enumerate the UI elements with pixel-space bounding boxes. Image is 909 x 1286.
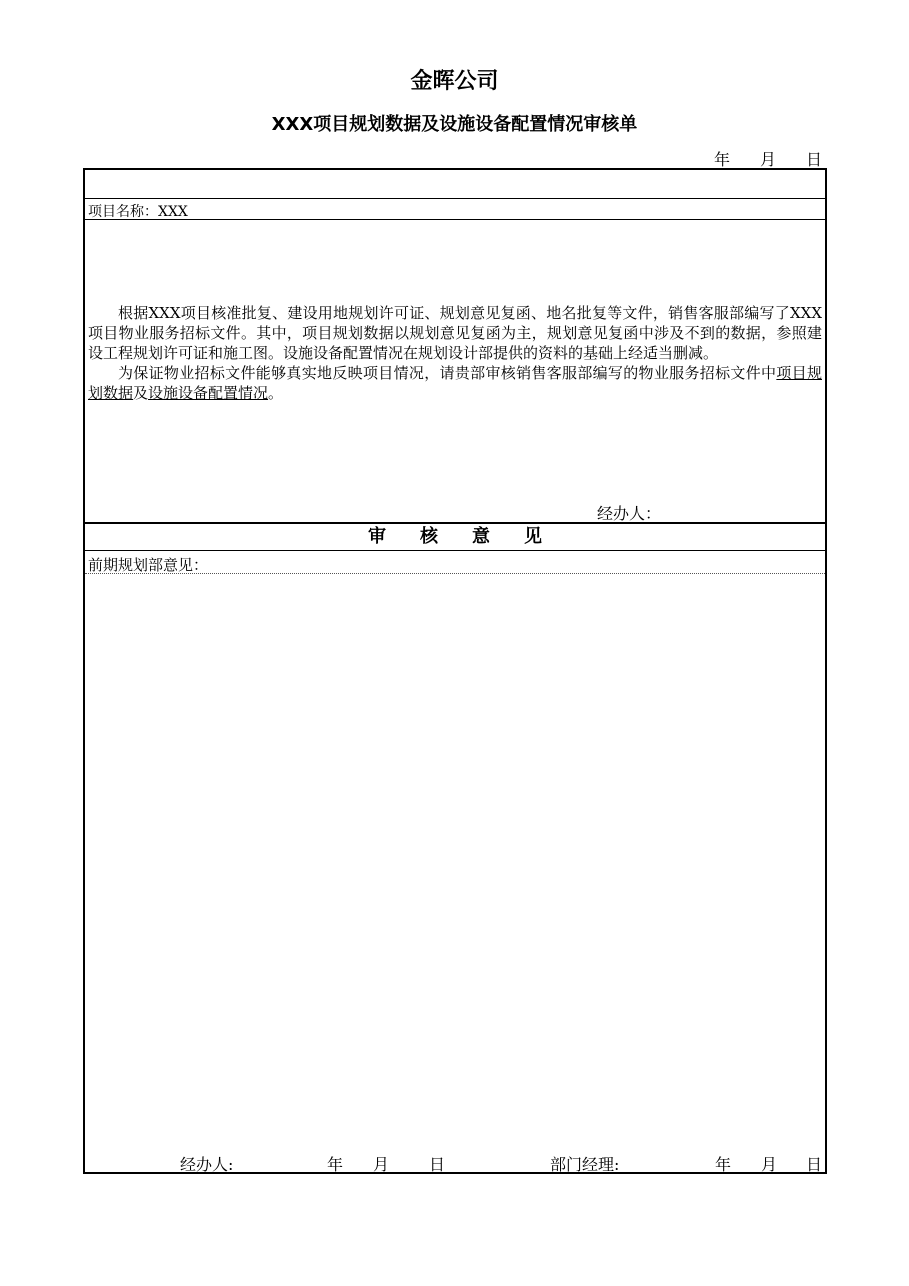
sig-month: 月 (373, 1155, 390, 1174)
description-paragraph-1: 根据XXX项目核准批复、建设用地规划许可证、规划意见复函、地名批复等文件，销售客服部编写了XXX项目物业服务招标文件。其中，项目规划数据以规划意见复函为主，规划意见复函中涉及不到的数据，参照建设工程规划许可证和施工图。设施设备配置情况在规划设计部提供的资料的基础上经适当删减。 (88, 304, 822, 362)
sig-month-2: 月 (761, 1155, 778, 1174)
divider (85, 550, 825, 551)
date-year: 年 (714, 150, 731, 169)
dotted-divider (85, 573, 825, 574)
sig-manager-label: 部门经理: (550, 1155, 620, 1174)
sig-year-2: 年 (715, 1155, 732, 1174)
date-day: 日 (806, 150, 823, 169)
company-name: 金晖公司 (410, 69, 499, 94)
review-opinion-header: 审核意见 (368, 526, 576, 547)
divider (85, 219, 825, 220)
divider (85, 198, 825, 199)
sig-day-2: 日 (806, 1155, 823, 1174)
header-date (700, 147, 826, 167)
para2-end: 。 (268, 384, 284, 402)
underlined-equipment-config: 设施设备配置情况 (148, 384, 269, 402)
para2-prefix: 为保证物业招标文件能够真实地反映项目情况，请贵部审核销售客服部编写的物业服务招标文件中 (118, 364, 777, 382)
underlined-planning-data: 项目规划数据 (88, 364, 822, 402)
planning-dept-opinion-label: 前期规划部意见： (88, 556, 209, 574)
project-name: 项目名称：XXX (88, 204, 188, 220)
description-text (88, 303, 822, 403)
form-title: XXX项目规划数据及设施设备配置情况审核单 (271, 114, 638, 135)
review-form (83, 168, 827, 1174)
description-paragraph-2 (88, 363, 822, 403)
sig-handler-label: 经办人: (180, 1155, 234, 1174)
sig-year: 年 (327, 1155, 344, 1174)
date-month: 月 (760, 150, 777, 169)
sig-day: 日 (429, 1155, 446, 1174)
para2-mid: 及 (133, 384, 149, 402)
handler-label: 经办人： (597, 504, 662, 523)
signature-row (85, 1152, 825, 1172)
